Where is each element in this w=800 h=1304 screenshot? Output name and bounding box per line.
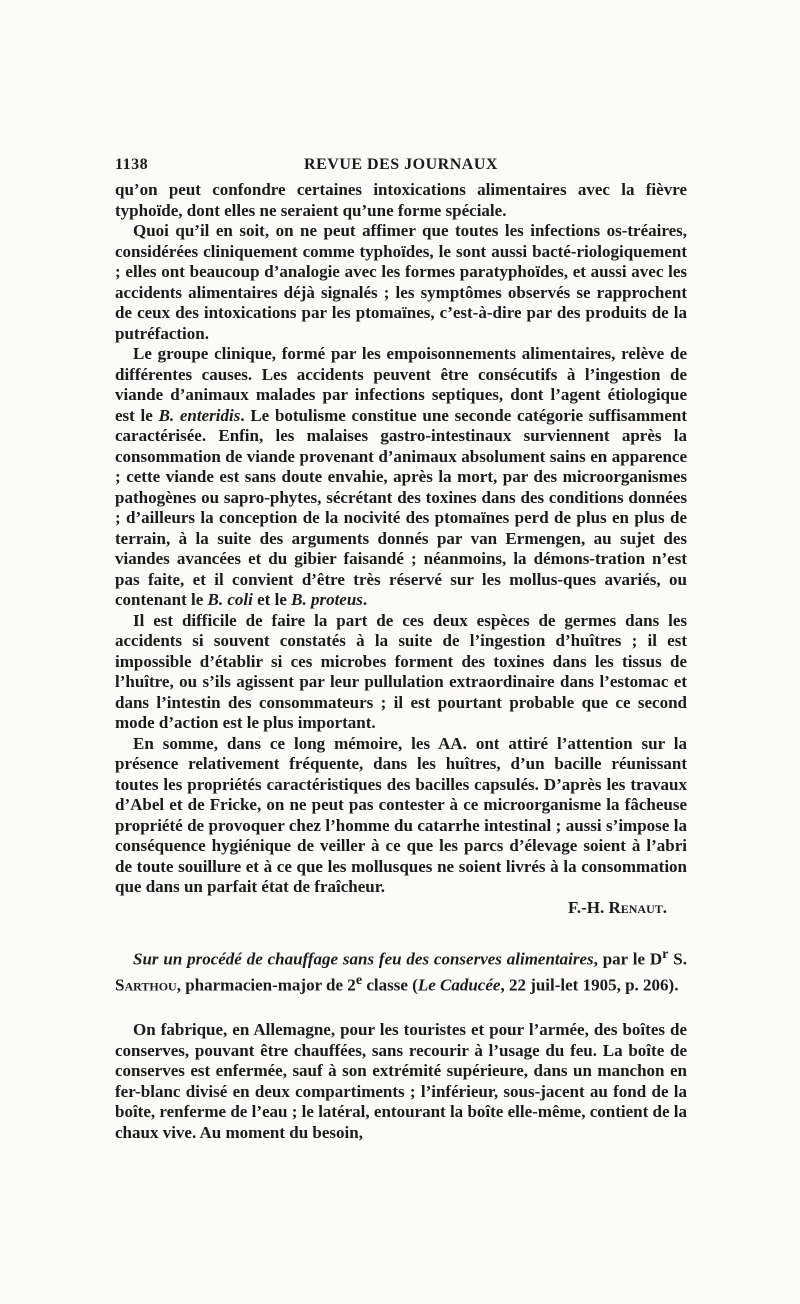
paragraph-continued: qu’on peut confondre certaines intoxications alimentaires avec la fièvre typhoïde, dont elles ne seraient qu’une forme spéciale.	[115, 180, 687, 220]
text-run: , pharmacien-major de 2	[176, 975, 356, 995]
page	[115, 150, 687, 1143]
text-run: , 22 juil-let 1905, p. 206).	[500, 975, 679, 995]
paragraph-conserves: On fabrique, en Allemagne, pour les touristes et pour l’armée, des boîtes de conserves, pouvant être chauffées, sans recourir à l’usage du feu. La boîte de conserves est enfermée, sauf à son extrémité supérieure, dans un manchon en fer-blanc divisé en deux compartiments ; l’inférieur, sous-jacent au fond de la boîte, renferme de l’eau ; le latéral, entourant la boîte elle-même, contient de la chaux vive. Au moment du besoin,	[115, 1020, 687, 1142]
page-header	[115, 150, 687, 180]
paragraph-clinical-group	[115, 344, 687, 611]
page-number: 1138	[115, 156, 149, 173]
title-italic: Sur un procédé de chauffage sans feu des conserves alimentaires	[133, 949, 594, 969]
text-run: . Le botulisme constitue une seconde catégorie suffisamment caractérisée. Enfin, les malaises gastro-intestinaux surviennent après la consommation de viande provenant d’animaux absolument sains en apparence ; cette viande est sans doute envahie, après la mort, par des microorganismes pathogènes ou sapro-phytes, sécrétant des toxines dans des conditions données ; d’ailleurs la conception de la nocivité des ptomaïnes perd de plus en plus de terrain, à la suite des arguments donnés par van Ermengen, au sujet des viandes avancées et du gibier faisandé ; néanmoins, la démons-tration n’est pas faite, et il convient d’être très réservé sur les mollus-ques avariés, ou contenant le	[115, 405, 688, 609]
author-name: Sarthou	[115, 975, 177, 995]
italic-term: B. enteridis	[158, 405, 241, 425]
text-run: .	[362, 590, 368, 609]
paragraph-germs: Il est difficile de faire la part de ces deux espèces de germes dans les accidents si souvent constatés à la suite de l’ingestion d’huîtres ; il est impossible d’établir si ces microbes forment des toxines dans les tissus de l’huître, ou s’ils agissent par leur pullulation extraordinaire dans l’estomac et dans l’intestin des consommateurs ; il est pourtant probable que ce second mode d’action est le plus important.	[115, 610, 687, 732]
text-run: , par le D	[593, 949, 663, 969]
text-run: classe (	[362, 975, 418, 995]
text-run: S.	[668, 949, 687, 969]
superscript: e	[355, 972, 363, 989]
article-title	[115, 944, 687, 996]
spacer	[115, 996, 687, 1020]
running-title: REVUE DES JOURNAUX	[304, 156, 498, 173]
italic-term: B. proteus	[291, 590, 363, 609]
body-text	[115, 180, 687, 1143]
italic-term: B. coli	[207, 590, 253, 609]
text-run: et le	[252, 590, 292, 609]
spacer	[115, 918, 687, 944]
journal-name: Le Caducée	[417, 975, 501, 995]
paragraph-infections: Quoi qu’il en soit, on ne peut affimer que toutes les infections os-tréaires, considérées cliniquement comme typhoïdes, le sont aussi bacté-riologiquement ; elles ont beaucoup d’analogie avec les formes paratyphoïdes, et aussi avec les accidents alimentaires déjà signalés ; les symptômes observés se rapprochent de ceux des intoxications par les ptomaïnes, c’est-à-dire par des produits de la putréfaction.	[115, 221, 687, 343]
signature: F.-H. Renaut.	[568, 897, 667, 917]
superscript: r	[662, 946, 669, 962]
text-run: Le groupe clinique, formé par les empoisonnements alimentaires, relève de différentes causes. Les accidents peuvent être consécutifs à l’ingestion de viande d’animaux malades par infections septiques, dont l’agent étiologique est le	[115, 344, 687, 425]
paragraph-summary: En somme, dans ce long mémoire, les AA. ont attiré l’attention sur la présence relativement fréquente, dans les huîtres, d’un bacille réunissant toutes les propriétés caractéristiques des bacilles capsulés. D’après les travaux d’Abel et de Fricke, on ne peut pas contester à ce microorganisme la fâcheuse propriété de provoquer chez l’homme du catarrhe intestinal ; aussi s’impose la conséquence hygiénique de veiller à ce que les parcs d’élevage soient à l’abri de toute souillure et à ce que les mollusques ne soient livrés à la consommation que dans un parfait état de fraîcheur.	[115, 733, 687, 896]
